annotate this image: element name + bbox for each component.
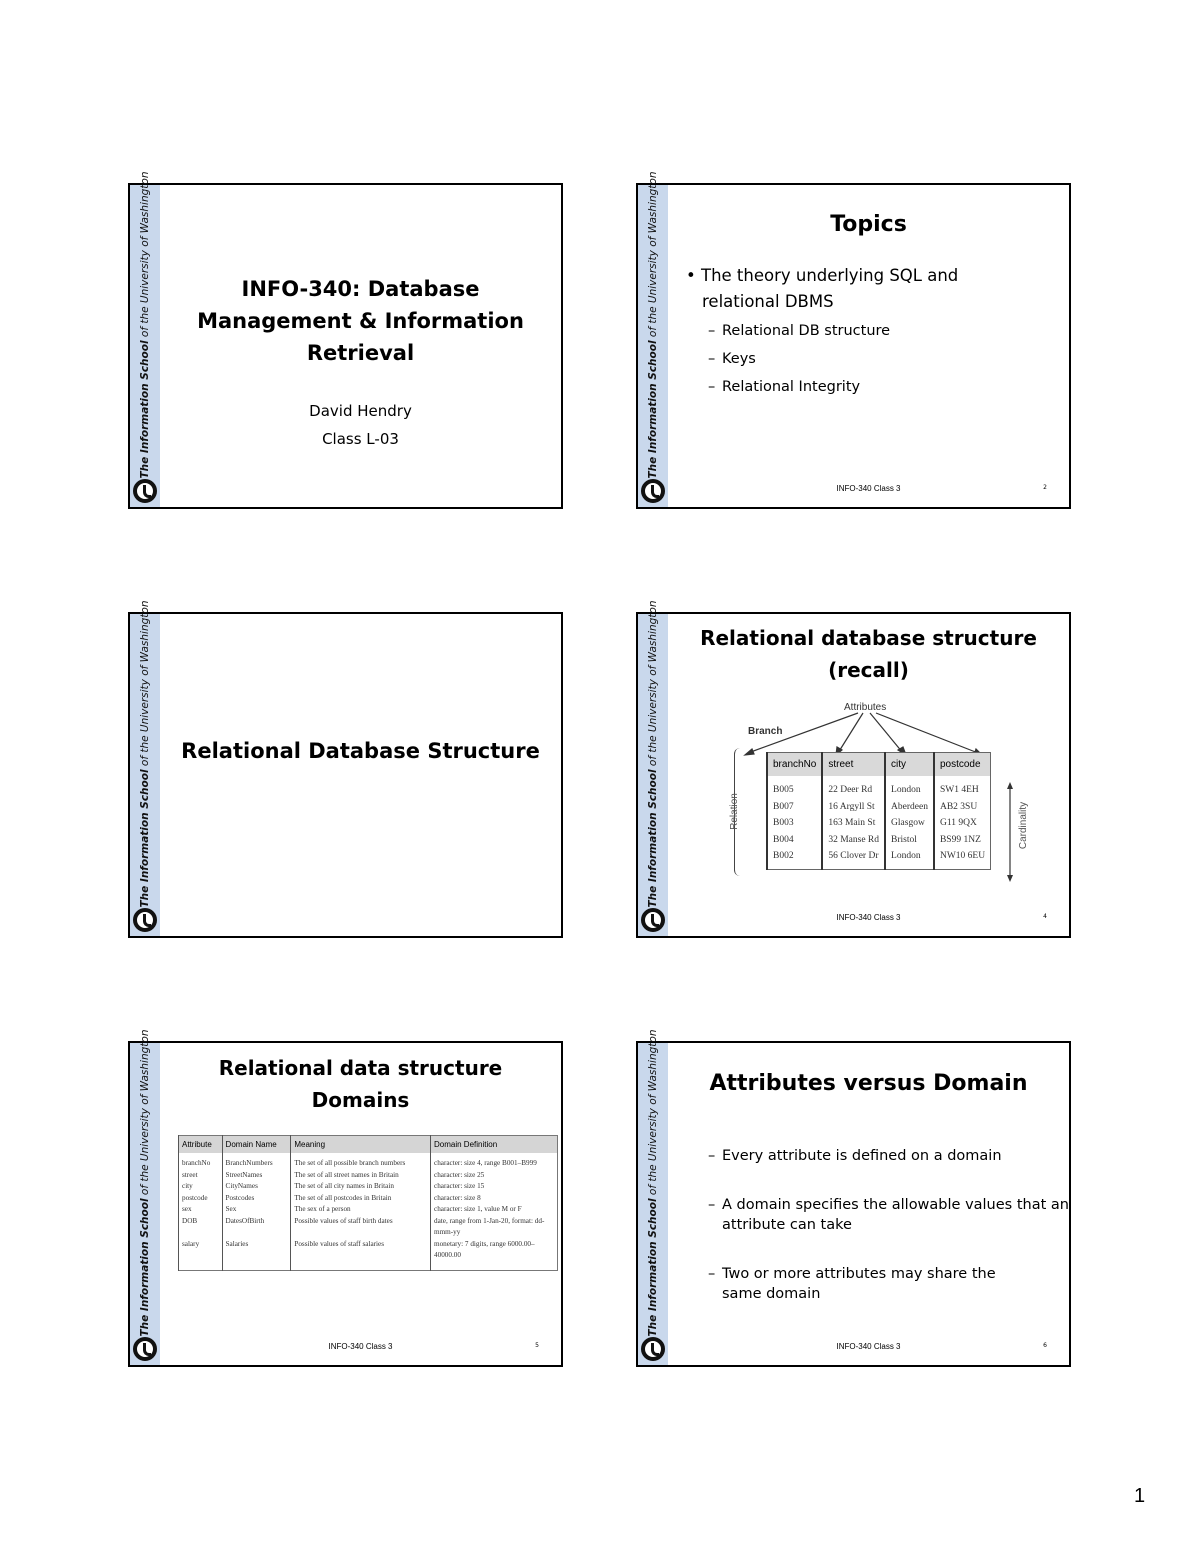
column-header: branchNo <box>767 753 822 777</box>
ischool-logo-icon <box>641 908 665 932</box>
author: David Hendry <box>309 402 412 420</box>
column-header: postcode <box>934 753 991 777</box>
ischool-logo-icon <box>133 479 157 503</box>
table-row: B003 163 Main St Glasgow G11 9QX <box>767 815 991 832</box>
ischool-logo-icon <box>641 479 665 503</box>
list-item: – Two or more attributes may share the same domain <box>708 1266 996 1302</box>
slide-footer: INFO-340 Class 3 <box>836 913 901 922</box>
bullet-item: • The theory underlying SQL and relational DBMS <box>686 266 959 311</box>
cardinality-arrow-icon <box>1005 782 1015 882</box>
slide-title: Relational database structure (recall) <box>700 626 1037 682</box>
sidebar-band <box>130 600 160 936</box>
table-row: B002 56 Clover Dr London NW10 6EU <box>767 848 991 869</box>
class-label: Class L-03 <box>322 430 399 448</box>
slide-footer: INFO-340 Class 3 <box>836 1342 901 1351</box>
column-header: street <box>822 753 885 777</box>
column-header: Meaning <box>291 1136 431 1154</box>
sidebar-band <box>638 171 668 507</box>
sidebar-text: The Information School of the University of Washington <box>139 171 151 479</box>
slide-3 <box>128 600 563 938</box>
slide-title: Attributes versus Domain <box>709 1071 1028 1096</box>
ischool-logo-icon <box>641 1337 665 1361</box>
slide-5 <box>128 1029 563 1367</box>
cardinality-label: Cardinality <box>1018 801 1030 850</box>
attributes-label: Attributes <box>844 702 887 713</box>
slide-title: Relational Database Structure <box>181 739 540 763</box>
sidebar-band <box>638 1029 668 1365</box>
sub-item: – Keys <box>708 351 756 367</box>
sidebar-band <box>638 600 668 936</box>
sidebar-band <box>130 1029 160 1365</box>
relation-label: Relation <box>728 793 740 830</box>
slide-6 <box>636 1029 1071 1367</box>
table-row: city CityNames The set of all city names in Britain character: size 15 <box>179 1181 558 1193</box>
slide-title: Relational data structure Domains <box>218 1056 503 1112</box>
ischool-logo-icon <box>133 1337 157 1361</box>
slide-title: Topics <box>830 212 907 237</box>
list-item: – Every attribute is defined on a domain <box>708 1148 1002 1164</box>
table-row: postcode Postcodes The set of all postcodes in Britain character: size 8 <box>179 1193 558 1205</box>
slide-number: 4 <box>1043 913 1047 920</box>
sidebar-text: The Information School of the University of Washington <box>647 171 659 479</box>
slide-title: INFO-340: Database Management & Information Retrieval <box>197 277 524 365</box>
slide-number: 6 <box>1043 1342 1047 1349</box>
table-row: street StreetNames The set of all street names in Britain character: size 25 <box>179 1170 558 1182</box>
table-row: sex Sex The sex of a person character: size 1, value M or F <box>179 1204 558 1216</box>
sidebar-text: The Information School of the University of Washington <box>139 1029 151 1337</box>
page-number: 1 <box>1134 1485 1146 1507</box>
relation-name: Branch <box>748 726 783 737</box>
sidebar-text: The Information School of the University of Washington <box>139 600 151 908</box>
table-row: B004 32 Manse Rd Bristol BS99 1NZ <box>767 832 991 849</box>
branch-relation-table <box>766 752 991 870</box>
sidebar-band <box>130 171 160 507</box>
table-row: salary Salaries Possible values of staff salaries monetary: 7 digits, range 6000.00–40000.00 <box>179 1239 558 1271</box>
slide-2 <box>636 171 1071 509</box>
table-row: B005 22 Deer Rd London SW1 4EH <box>767 776 991 799</box>
slide-footer: INFO-340 Class 3 <box>328 1342 393 1351</box>
slide-number: 5 <box>535 1342 539 1349</box>
ischool-logo-icon <box>133 908 157 932</box>
column-header: Attribute <box>179 1136 223 1154</box>
slide-4 <box>636 600 1071 938</box>
column-header: Domain Name <box>222 1136 291 1154</box>
sidebar-text: The Information School of the University of Washington <box>647 1029 659 1337</box>
sidebar-text: The Information School of the University of Washington <box>647 600 659 908</box>
table-row: branchNo BranchNumbers The set of all possible branch numbers character: size 4, range B001–B999 <box>179 1153 558 1170</box>
list-item: – A domain specifies the allowable values that an attribute can take <box>708 1197 1069 1233</box>
sub-item: – Relational Integrity <box>708 379 861 395</box>
domains-table <box>178 1135 558 1271</box>
slide-1 <box>128 171 563 509</box>
column-header: city <box>885 753 934 777</box>
column-header: Domain Definition <box>431 1136 558 1154</box>
slide-footer: INFO-340 Class 3 <box>836 484 901 493</box>
slide-number: 2 <box>1043 484 1047 491</box>
sub-item: – Relational DB structure <box>708 323 891 339</box>
table-row: DOB DatesOfBirth Possible values of staff birth dates date, range from 1-Jan-20, format: dd-mmm-yy <box>179 1216 558 1239</box>
table-row: B007 16 Argyll St Aberdeen AB2 3SU <box>767 799 991 816</box>
